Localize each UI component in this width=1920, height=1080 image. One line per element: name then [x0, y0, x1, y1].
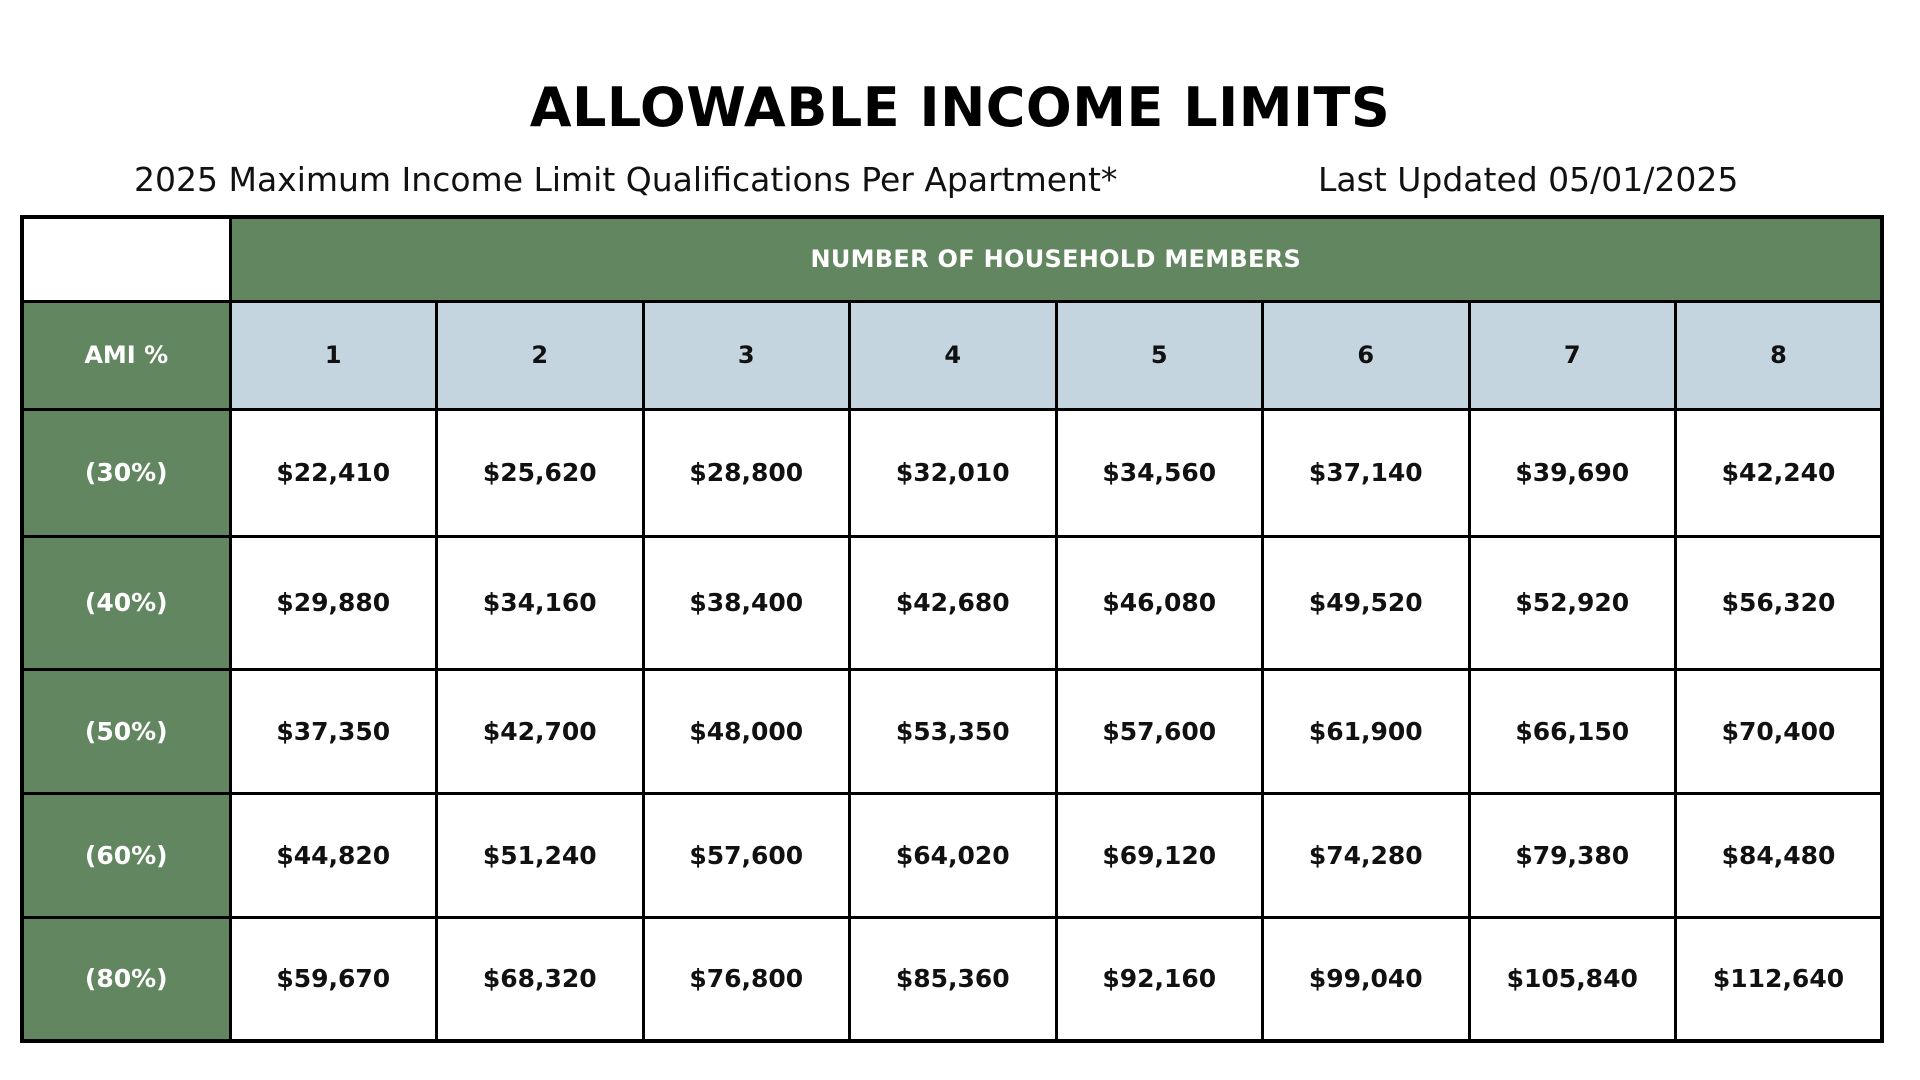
table-cell: $105,840 [1469, 917, 1676, 1041]
table-cell: $92,160 [1056, 917, 1263, 1041]
group-header-row [22, 217, 1882, 301]
table-row [22, 536, 1882, 669]
table-cell: $51,240 [437, 793, 644, 917]
table-cell: $42,680 [850, 536, 1057, 669]
table-cell: $53,350 [850, 669, 1057, 793]
table-cell: $39,690 [1469, 409, 1676, 536]
table-cell: $49,520 [1263, 536, 1470, 669]
table-row [22, 917, 1882, 1041]
table-cell: $99,040 [1263, 917, 1470, 1041]
table-cell: $68,320 [437, 917, 644, 1041]
table-cell: $59,670 [230, 917, 437, 1041]
table-cell: $79,380 [1469, 793, 1676, 917]
table-cell: $37,140 [1263, 409, 1470, 536]
table-row [22, 669, 1882, 793]
table-cell: $37,350 [230, 669, 437, 793]
column-header: 4 [850, 301, 1057, 409]
table-cell: $76,800 [643, 917, 850, 1041]
table-cell: $85,360 [850, 917, 1057, 1041]
table-cell: $46,080 [1056, 536, 1263, 669]
column-header-row [22, 301, 1882, 409]
table-cell: $28,800 [643, 409, 850, 536]
table-cell: $74,280 [1263, 793, 1470, 917]
row-label: (30%) [22, 409, 230, 536]
ami-header: AMI % [22, 301, 230, 409]
table-cell: $34,160 [437, 536, 644, 669]
table-cell: $112,640 [1676, 917, 1883, 1041]
table-cell: $44,820 [230, 793, 437, 917]
table-cell: $56,320 [1676, 536, 1883, 669]
column-header: 6 [1263, 301, 1470, 409]
table-cell: $52,920 [1469, 536, 1676, 669]
column-header: 8 [1676, 301, 1883, 409]
table-cell: $64,020 [850, 793, 1057, 917]
table-cell: $22,410 [230, 409, 437, 536]
page-title: ALLOWABLE INCOME LIMITS [529, 76, 1391, 139]
row-label: (50%) [22, 669, 230, 793]
row-label: (80%) [22, 917, 230, 1041]
table-row [22, 409, 1882, 536]
last-updated: Last Updated 05/01/2025 [1318, 160, 1739, 199]
table-cell: $57,600 [643, 793, 850, 917]
row-label: (40%) [22, 536, 230, 669]
column-header: 7 [1469, 301, 1676, 409]
table-cell: $48,000 [643, 669, 850, 793]
column-header: 3 [643, 301, 850, 409]
table-cell: $25,620 [437, 409, 644, 536]
household-members-header: NUMBER OF HOUSEHOLD MEMBERS [230, 217, 1882, 301]
column-header: 2 [437, 301, 644, 409]
column-header: 1 [230, 301, 437, 409]
column-header: 5 [1056, 301, 1263, 409]
corner-cell [22, 217, 230, 301]
row-label: (60%) [22, 793, 230, 917]
table-cell: $61,900 [1263, 669, 1470, 793]
table-cell: $29,880 [230, 536, 437, 669]
table-cell: $32,010 [850, 409, 1057, 536]
table-cell: $69,120 [1056, 793, 1263, 917]
table-cell: $42,240 [1676, 409, 1883, 536]
income-limits-table [20, 215, 1884, 1043]
table-cell: $38,400 [643, 536, 850, 669]
subtitle: 2025 Maximum Income Limit Qualifications Per Apartment* [134, 160, 1118, 199]
table-cell: $70,400 [1676, 669, 1883, 793]
table-cell: $84,480 [1676, 793, 1883, 917]
table-cell: $57,600 [1056, 669, 1263, 793]
table-cell: $42,700 [437, 669, 644, 793]
table-row [22, 793, 1882, 917]
table-cell: $66,150 [1469, 669, 1676, 793]
table-cell: $34,560 [1056, 409, 1263, 536]
